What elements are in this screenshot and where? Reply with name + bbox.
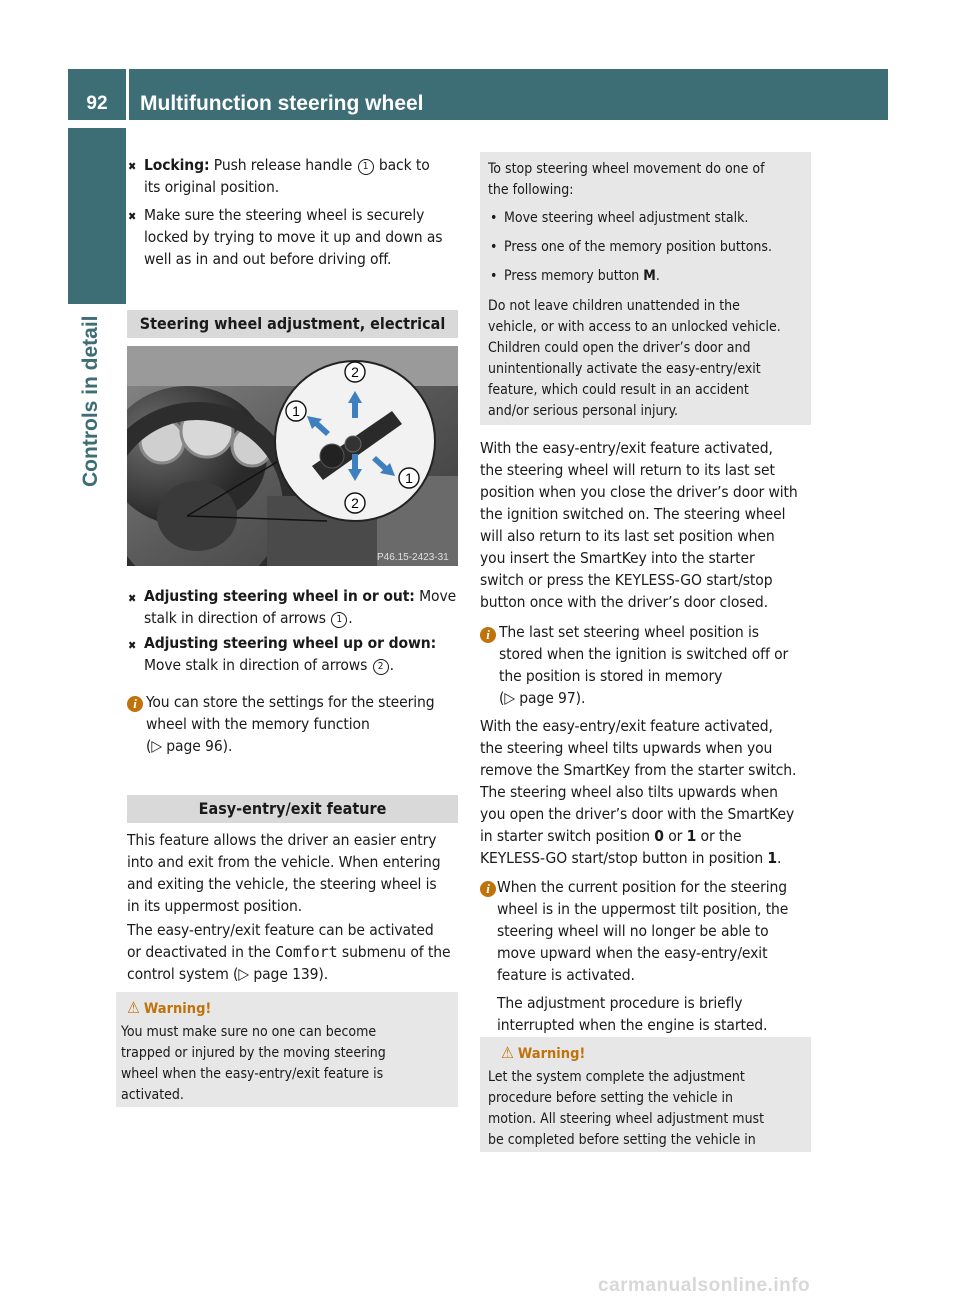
adjust-up-down-step: Adjusting steering wheel up or down: Move stalk in direction of arrows 2 . — [144, 634, 437, 674]
step-arrow-icon: ✖ — [128, 160, 137, 173]
box-children-warning: Do not leave children unattended in the vehicle, or with access to an unlocked vehicle. Children could open the driver’s door and unintentionally activate the easy-entry/exit feature, which could result in an accident and/or serious personal injury. — [488, 298, 781, 419]
page-ref-icon: ▷ — [504, 689, 515, 707]
easy-entry-activation-para: The easy-entry/exit feature can be activated or deactivated in the Comfort submenu of the control system (▷ page 139). — [127, 921, 451, 983]
warning-heading: ⚠ Warning! — [501, 1043, 586, 1062]
tilt-upwards-para: With the easy-entry/exit feature activated, the steering wheel tilts upwards when you remove the SmartKey from the starter switch. The steering wheel also tilts upwards when you open the driver’s door with the SmartKey in starter switch position 0 or 1 or the KEYLESS-GO start/stop button in position 1. — [480, 717, 797, 867]
box-intro: To stop steering wheel movement do one of the following: — [488, 161, 765, 198]
steering-wheel-figure — [127, 346, 458, 566]
step-arrow-icon: ✖ — [128, 639, 137, 652]
info-last-position-note: The last set steering wheel position is stored when the ignition is switched off or the position is stored in memory (▷ page 97). — [499, 623, 789, 707]
section-heading: Easy-entry/exit feature — [127, 795, 458, 823]
info-icon: i — [127, 696, 143, 712]
list-item: • Press memory button M. — [490, 268, 660, 284]
watermark: carmanualsonline.info — [598, 1275, 811, 1296]
warning-box — [480, 1037, 811, 1152]
figure-callout-1: 1 — [292, 403, 300, 419]
page-number: 92 — [86, 93, 108, 114]
info-icon: i — [480, 881, 496, 897]
page-ref-icon: ▷ — [151, 737, 162, 755]
figure-callout-1: 1 — [405, 470, 413, 486]
warning-text: You must make sure no one can become trapped or injured by the moving steering wheel when the easy-entry/exit feature is activated. — [121, 1024, 386, 1103]
adjust-in-out-step: Adjusting steering wheel in or out: Move stalk in direction of arrows 1 . — [144, 587, 457, 627]
easy-entry-para: This feature allows the driver an easier entry into and exit from the vehicle. When entering and exiting the vehicle, the steering wheel is in its uppermost position. — [127, 831, 441, 915]
warning-triangle-icon: ⚠ — [127, 998, 140, 1017]
figure-callout-2: 2 — [351, 495, 359, 511]
callout-2-icon: 2 — [373, 659, 389, 675]
side-tab — [68, 128, 126, 304]
locking-step: Locking: Push release handle 1 back to its original position. — [144, 156, 430, 196]
figure-illustration — [127, 346, 458, 566]
figure-callout-2: 2 — [351, 364, 359, 380]
box-bullet-list — [490, 208, 812, 287]
list-item: • Move steering wheel adjustment stalk. — [490, 210, 749, 226]
warning-heading: ⚠ Warning! — [127, 998, 212, 1017]
return-position-para: With the easy-entry/exit feature activated, the steering wheel will return to its last set position when you close the driver’s door with the ignition switched on. The steering wheel will also return to its last set position when you insert the SmartKey into the starter switch or press the KEYLESS-GO start/stop button once with the driver’s door closed. — [480, 439, 798, 611]
step-arrow-icon: ✖ — [128, 210, 137, 223]
page-ref-icon: ▷ — [238, 965, 250, 983]
step-arrow-icon: ✖ — [128, 592, 137, 605]
warning-text: Let the system complete the adjustment procedure before setting the vehicle in motion. All steering wheel adjustment must be completed before setting the vehicle in — [488, 1069, 765, 1148]
warning-continued-box — [480, 152, 811, 425]
info-icon: i — [480, 627, 496, 643]
warning-box — [116, 992, 458, 1107]
callout-1-icon: 1 — [331, 612, 347, 628]
chapter-label: Controls in detail — [79, 315, 102, 487]
info-memory-note: You can store the settings for the steering wheel with the memory function (▷ page 96). — [146, 693, 435, 755]
header-divider — [126, 69, 129, 120]
figure-code: P46.15-2423-31 — [377, 552, 449, 563]
list-item: • Press one of the memory position buttons. — [490, 239, 772, 255]
section-heading: Steering wheel adjustment, electrical — [127, 310, 458, 338]
make-sure-step: Make sure the steering wheel is securely locked by trying to move it up and down as well as in and out before driving off. — [144, 206, 443, 268]
warning-triangle-icon: ⚠ — [501, 1043, 514, 1062]
callout-1-icon: 1 — [358, 159, 374, 175]
page-title: Multifunction steering wheel — [140, 92, 424, 115]
info-uppermost-note: When the current position for the steering wheel is in the uppermost tilt position, the steering wheel will no longer be able to move upward when the easy-entry/exit feature is activated. The adjustment procedure is briefly interrupted when the engine is started. — [497, 878, 789, 1034]
